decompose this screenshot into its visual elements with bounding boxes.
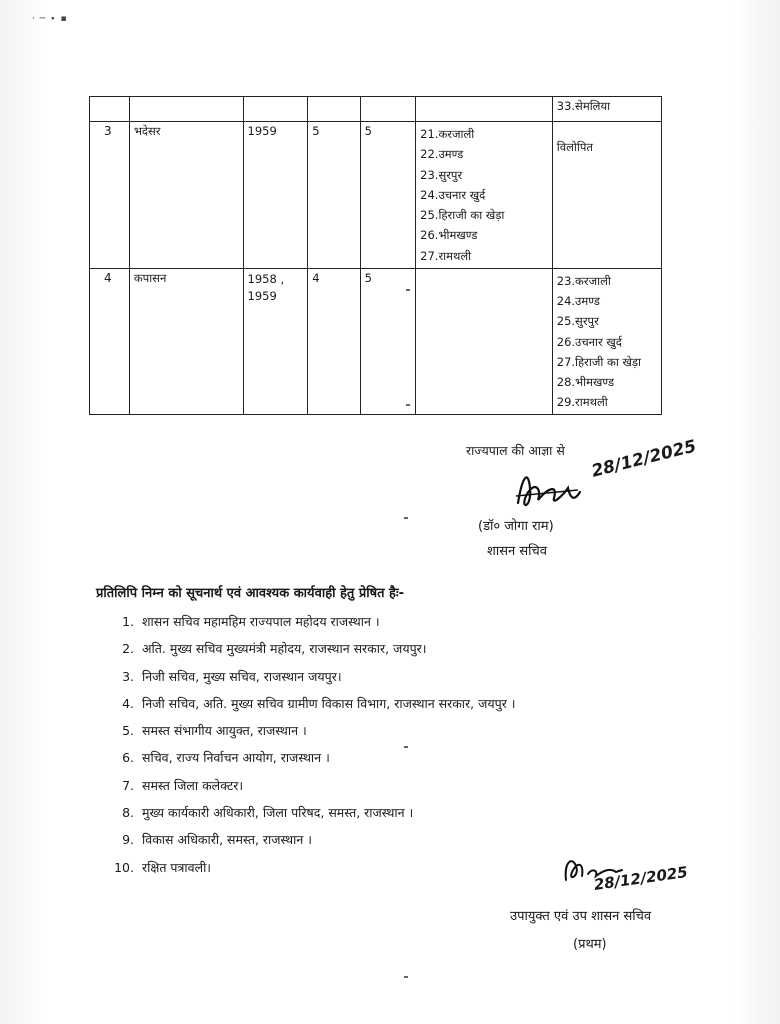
list-item: 23.सुरपुर xyxy=(420,167,463,182)
block-name: कपासन xyxy=(129,269,243,415)
count-a-cell: 4 xyxy=(308,269,360,415)
list-item: 8. मुख्य कार्यकारी अधिकारी, जिला परिषद, समस्त, राजस्थान । xyxy=(122,805,414,821)
list-item: 22.उमण्ड xyxy=(420,147,464,162)
scan-speck xyxy=(404,976,408,978)
row-number: 3 xyxy=(90,122,130,269)
signature-date: 28/12/2025 xyxy=(589,436,699,482)
scan-speck xyxy=(404,517,408,519)
status-deleted: विलोपित xyxy=(556,140,593,154)
copy-list xyxy=(112,608,516,881)
row-number: 4 xyxy=(90,269,130,415)
count-b-cell: 5 xyxy=(360,122,416,269)
list-item: 21.करजाली xyxy=(420,127,475,141)
scan-speck xyxy=(406,404,410,406)
list-item: 23.करजाली xyxy=(556,274,611,289)
deputy-signature-date: 28/12/2025 xyxy=(592,862,689,894)
list-item: 5. समस्त संभागीय आयुक्त, राजस्थान । xyxy=(122,723,307,739)
block-name: भदेसर xyxy=(129,122,243,269)
villages-col7 xyxy=(552,269,661,415)
table-row xyxy=(90,269,662,415)
list-item: 3. निजी सचिव, मुख्य सचिव, राजस्थान जयपुर। xyxy=(122,668,342,684)
list-item: 4. निजी सचिव, अति. मुख्य सचिव ग्रामीण विकास विभाग, राजस्थान सरकार, जयपुर । xyxy=(122,695,516,711)
table-row xyxy=(90,97,662,122)
count-a-cell: 5 xyxy=(308,122,360,269)
list-item: 28.भीमखण्ड xyxy=(556,375,615,390)
scan-speck xyxy=(406,289,410,291)
list-item: 24.उमण्ड xyxy=(556,294,600,309)
list-item: 24.उचनार खुर्द xyxy=(420,187,486,202)
list-item: 27.हिराजी का खेड़ा xyxy=(556,354,641,369)
deputy-designation: उपायुक्त एवं उप शासन सचिव xyxy=(510,909,652,924)
list-item: 6. सचिव, राज्य निर्वाचन आयोग, राजस्थान । xyxy=(122,750,330,766)
list-item: 7. समस्त जिला कलेक्टर। xyxy=(122,777,244,793)
signatory-name: (डॉ० जोगा राम) xyxy=(478,519,554,534)
list-item: 29.रामथली xyxy=(556,395,608,410)
list-item: 25.सुरपुर xyxy=(556,314,599,329)
village-table xyxy=(89,96,662,415)
copy-heading: प्रतिलिपि निम्न को सूचनार्थ एवं आवश्यक कार्यवाही हेतु प्रेषित हैः- xyxy=(96,586,404,601)
list-item: 26.भीमखण्ड xyxy=(420,228,478,243)
year-cell: 1959 xyxy=(243,122,308,269)
count-b-cell: 5 xyxy=(360,269,416,415)
list-item: 25.हिराजी का खेड़ा xyxy=(420,208,505,223)
list-item: 26.उचनार खुर्द xyxy=(556,334,622,349)
order-line: राज्यपाल की आज्ञा से xyxy=(466,443,565,458)
cell-col7-top: 33.सेमलिया xyxy=(552,97,661,122)
table-row xyxy=(90,122,662,269)
scan-mark: · ─ ∙ ▪ xyxy=(32,14,68,24)
list-item: 1. शासन सचिव महामहिम राज्यपाल महोदय राजस्थान । xyxy=(122,614,380,629)
list-item: 27.रामथली xyxy=(420,248,472,263)
list-item: 2. अति. मुख्य सचिव मुख्यमंत्री महोदय, राजस्थान सरकार, जयपुर। xyxy=(122,641,427,657)
year-cell: 1958 , 1959 xyxy=(243,269,308,415)
signatory-designation: शासन सचिव xyxy=(487,544,547,559)
deputy-rank: (प्रथम) xyxy=(573,937,607,952)
list-item: 10. रक्षित पत्रावली। xyxy=(114,859,212,875)
list-item: 9. विकास अधिकारी, समस्त, राजस्थान । xyxy=(122,832,313,848)
villages-col6 xyxy=(416,269,553,415)
villages-col6 xyxy=(416,122,553,269)
